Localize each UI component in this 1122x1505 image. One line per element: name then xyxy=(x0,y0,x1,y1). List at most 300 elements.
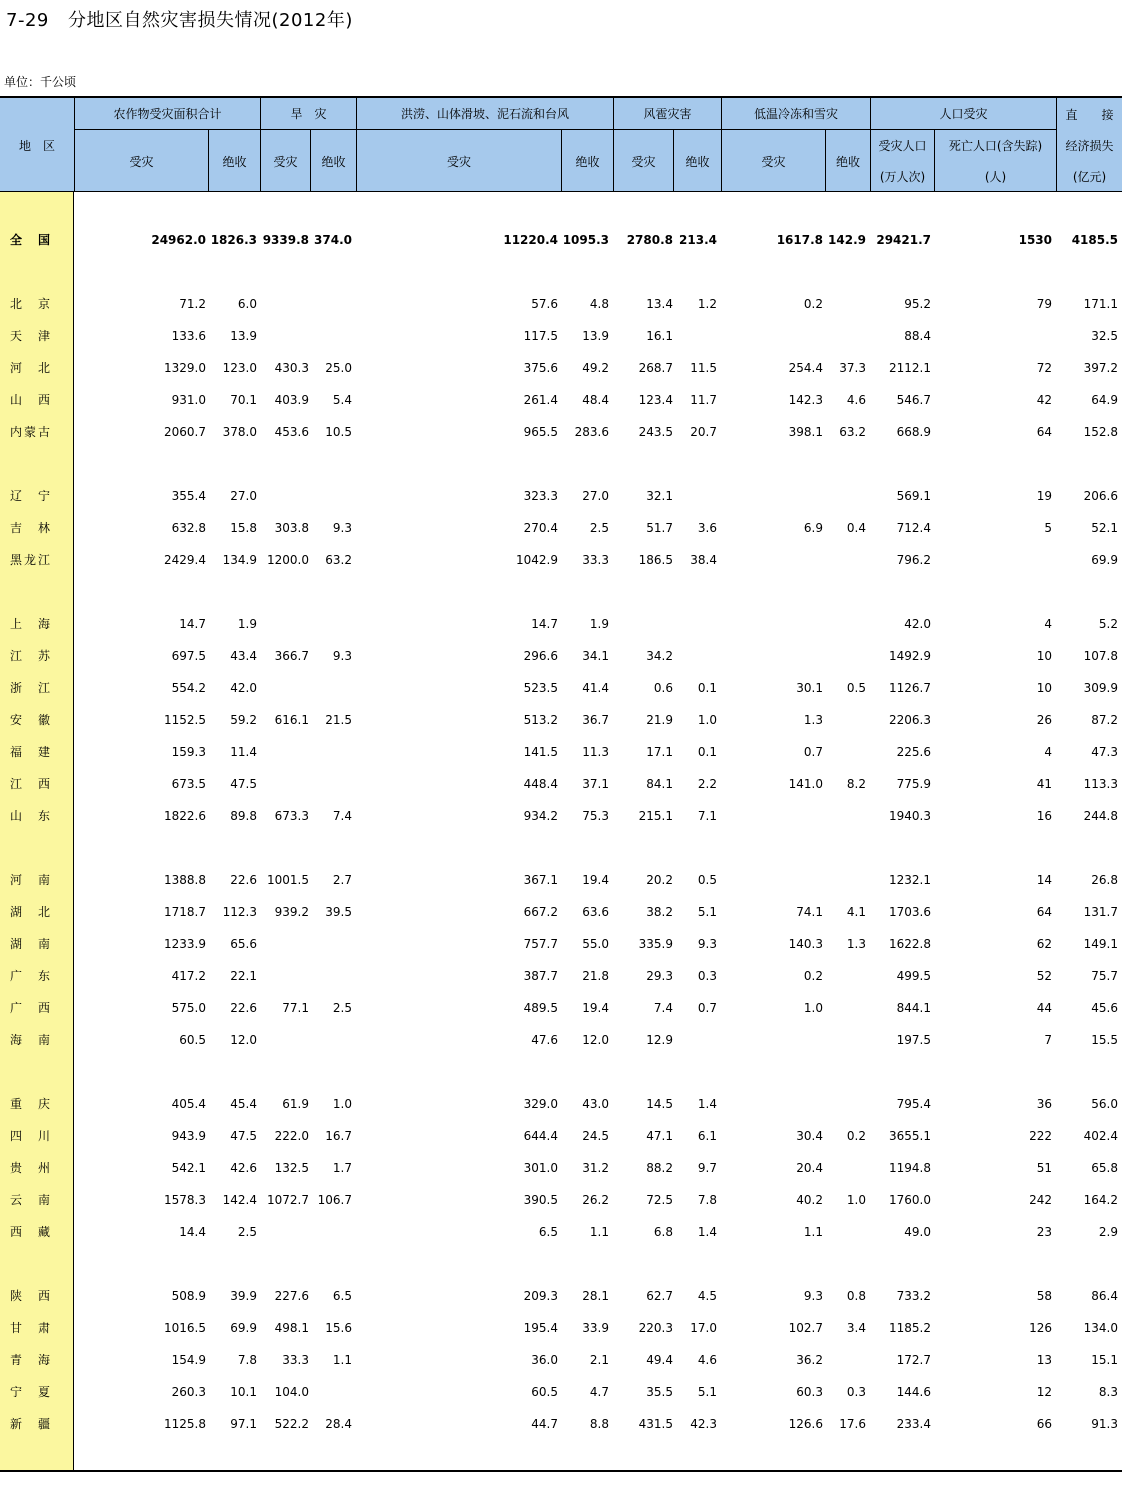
table-row xyxy=(0,614,1122,634)
table-cell: 206.6 xyxy=(1083,489,1118,503)
table-cell: 1.1 xyxy=(589,1225,609,1239)
table-cell: 36 xyxy=(1036,1097,1052,1111)
table-cell: 6.5 xyxy=(538,1225,558,1239)
table-cell: 225.6 xyxy=(896,745,931,759)
region-name: 新疆 xyxy=(10,1417,50,1431)
table-cell: 387.7 xyxy=(523,969,558,983)
table-cell: 0.3 xyxy=(697,969,717,983)
table-cell: 1.9 xyxy=(237,617,257,631)
table-row xyxy=(0,966,1122,986)
table-cell: 45.4 xyxy=(230,1097,257,1111)
table-cell: 667.2 xyxy=(523,905,558,919)
region-name: 山东 xyxy=(10,809,50,823)
table-cell: 15.6 xyxy=(325,1321,352,1335)
table-cell: 1194.8 xyxy=(889,1161,931,1175)
region-name: 浙江 xyxy=(10,681,50,695)
table-cell: 453.6 xyxy=(274,425,309,439)
table-cell: 390.5 xyxy=(523,1193,558,1207)
table-cell: 63.2 xyxy=(325,553,352,567)
table-title: 分地区自然灾害损失情况(2012年) xyxy=(68,10,353,31)
table-cell: 15.5 xyxy=(1091,1033,1118,1047)
table-cell: 77.1 xyxy=(282,1001,309,1015)
table-cell: 303.8 xyxy=(274,521,309,535)
table-cell: 49.0 xyxy=(904,1225,931,1239)
unit-label: 单位：千公顷 xyxy=(4,75,77,89)
table-cell: 1233.9 xyxy=(164,937,206,951)
table-cell: 86.4 xyxy=(1091,1289,1118,1303)
table-cell: 9.3 xyxy=(332,521,352,535)
table-cell: 2060.7 xyxy=(164,425,206,439)
table-cell: 366.7 xyxy=(274,649,309,663)
table-cell: 1329.0 xyxy=(164,361,206,375)
table-row xyxy=(0,326,1122,346)
table-cell: 131.7 xyxy=(1083,905,1118,919)
table-row xyxy=(0,1030,1122,1050)
table-cell: 72.5 xyxy=(646,1193,673,1207)
table-cell: 1.0 xyxy=(846,1193,866,1207)
table-cell: 19 xyxy=(1036,489,1052,503)
table-cell: 296.6 xyxy=(523,649,558,663)
table-cell: 61.9 xyxy=(282,1097,309,1111)
table-cell: 0.2 xyxy=(803,969,823,983)
table-cell: 398.1 xyxy=(788,425,823,439)
table-cell: 2.5 xyxy=(589,521,609,535)
table-cell: 56.0 xyxy=(1091,1097,1118,1111)
table-cell: 60.5 xyxy=(531,1385,558,1399)
table-cell: 11.7 xyxy=(690,393,717,407)
table-row xyxy=(0,710,1122,730)
table-cell: 107.8 xyxy=(1083,649,1118,663)
header-flood-failed: 绝收 xyxy=(561,130,613,192)
table-cell: 1.1 xyxy=(332,1353,352,1367)
table-cell: 569.1 xyxy=(896,489,931,503)
table-cell: 0.6 xyxy=(653,681,673,695)
table-cell: 554.2 xyxy=(171,681,206,695)
table-cell: 222.0 xyxy=(274,1129,309,1143)
table-cell: 209.3 xyxy=(523,1289,558,1303)
table-cell: 9.7 xyxy=(697,1161,717,1175)
table-cell: 62.7 xyxy=(646,1289,673,1303)
table-cell: 58 xyxy=(1036,1289,1052,1303)
table-cell: 14.4 xyxy=(179,1225,206,1239)
table-cell: 7.8 xyxy=(697,1193,717,1207)
table-cell: 47.1 xyxy=(646,1129,673,1143)
table-cell: 35.5 xyxy=(646,1385,673,1399)
table-cell: 2.1 xyxy=(589,1353,609,1367)
table-cell: 402.4 xyxy=(1083,1129,1118,1143)
table-cell: 244.8 xyxy=(1083,809,1118,823)
table-cell: 79 xyxy=(1036,297,1052,311)
page-title xyxy=(6,6,353,32)
table-cell: 7.4 xyxy=(332,809,352,823)
header-direct-loss: 直 接 xyxy=(1056,98,1122,130)
header-deaths: 死亡人口(含失踪) xyxy=(934,130,1056,161)
table-row xyxy=(0,550,1122,570)
table-cell: 42.3 xyxy=(690,1417,717,1431)
table-cell: 575.0 xyxy=(171,1001,206,1015)
table-cell: 2.9 xyxy=(1098,1225,1118,1239)
region-name: 贵州 xyxy=(10,1161,50,1175)
table-row xyxy=(0,358,1122,378)
table-cell: 40.2 xyxy=(796,1193,823,1207)
table-cell: 12.0 xyxy=(230,1033,257,1047)
table-cell: 72 xyxy=(1036,361,1052,375)
table-cell: 335.9 xyxy=(638,937,673,951)
table-cell: 1.4 xyxy=(697,1097,717,1111)
table-cell: 52 xyxy=(1036,969,1052,983)
table-cell: 13.4 xyxy=(646,297,673,311)
table-cell: 1940.3 xyxy=(889,809,931,823)
table-cell: 757.7 xyxy=(523,937,558,951)
table-cell: 1125.8 xyxy=(164,1417,206,1431)
table-row xyxy=(0,1286,1122,1306)
table-cell: 261.4 xyxy=(523,393,558,407)
table-cell: 24962.0 xyxy=(151,233,206,247)
region-name: 四川 xyxy=(10,1129,50,1143)
table-cell: 69.9 xyxy=(230,1321,257,1335)
table-cell: 26.2 xyxy=(582,1193,609,1207)
table-cell: 17.6 xyxy=(839,1417,866,1431)
header-flood-affected: 受灾 xyxy=(356,130,561,192)
table-cell: 1001.5 xyxy=(267,873,309,887)
table-cell: 15.1 xyxy=(1091,1353,1118,1367)
table-cell: 220.3 xyxy=(638,1321,673,1335)
region-name: 宁夏 xyxy=(10,1385,50,1399)
table-cell: 1.0 xyxy=(332,1097,352,1111)
table-cell: 39.5 xyxy=(325,905,352,919)
table-cell: 1042.9 xyxy=(516,553,558,567)
table-cell: 965.5 xyxy=(523,425,558,439)
table-cell: 87.2 xyxy=(1091,713,1118,727)
table-cell: 47.3 xyxy=(1091,745,1118,759)
table-cell: 323.3 xyxy=(523,489,558,503)
region-name: 上海 xyxy=(10,617,50,631)
table-cell: 448.4 xyxy=(523,777,558,791)
table-cell: 3.4 xyxy=(846,1321,866,1335)
table-cell: 171.1 xyxy=(1083,297,1118,311)
table-cell: 70.1 xyxy=(230,393,257,407)
region-name: 广东 xyxy=(10,969,50,983)
table-cell: 417.2 xyxy=(171,969,206,983)
table-cell: 542.1 xyxy=(171,1161,206,1175)
table-cell: 4.7 xyxy=(589,1385,609,1399)
table-cell: 939.2 xyxy=(274,905,309,919)
table-cell: 13 xyxy=(1036,1353,1052,1367)
table-cell: 309.9 xyxy=(1083,681,1118,695)
table-cell: 133.6 xyxy=(171,329,206,343)
table-cell: 644.4 xyxy=(523,1129,558,1143)
region-name: 吉林 xyxy=(10,521,50,535)
table-cell: 1200.0 xyxy=(267,553,309,567)
table-cell: 29.3 xyxy=(646,969,673,983)
table-cell: 141.5 xyxy=(523,745,558,759)
table-cell: 126 xyxy=(1029,1321,1052,1335)
table-cell: 60.5 xyxy=(179,1033,206,1047)
table-cell: 28.4 xyxy=(325,1417,352,1431)
table-cell: 712.4 xyxy=(896,521,931,535)
table-cell: 4185.5 xyxy=(1071,233,1118,247)
table-cell: 1703.6 xyxy=(889,905,931,919)
table-cell: 22.6 xyxy=(230,873,257,887)
table-cell: 3.6 xyxy=(697,521,717,535)
table-row xyxy=(0,294,1122,314)
table-cell: 431.5 xyxy=(638,1417,673,1431)
table-row xyxy=(0,1350,1122,1370)
table-number: 7-29 xyxy=(6,10,49,31)
table-cell: 2.2 xyxy=(697,777,717,791)
region-name: 甘肃 xyxy=(10,1321,50,1335)
table-cell: 9.3 xyxy=(332,649,352,663)
table-row xyxy=(0,1126,1122,1146)
table-cell: 1530 xyxy=(1018,233,1052,247)
table-cell: 733.2 xyxy=(896,1289,931,1303)
table-cell: 1760.0 xyxy=(889,1193,931,1207)
table-cell: 57.6 xyxy=(531,297,558,311)
table-cell: 186.5 xyxy=(638,553,673,567)
table-cell: 26 xyxy=(1036,713,1052,727)
table-cell: 59.2 xyxy=(230,713,257,727)
table-cell: 84.1 xyxy=(646,777,673,791)
header-drought: 旱 灾 xyxy=(260,98,356,130)
table-cell: 42 xyxy=(1036,393,1052,407)
table-cell: 95.2 xyxy=(904,297,931,311)
table-cell: 38.2 xyxy=(646,905,673,919)
table-cell: 102.7 xyxy=(788,1321,823,1335)
table-cell: 30.1 xyxy=(796,681,823,695)
header-hail-affected: 受灾 xyxy=(613,130,673,192)
table-cell: 329.0 xyxy=(523,1097,558,1111)
table-cell: 0.1 xyxy=(697,745,717,759)
region-name: 黑龙江 xyxy=(10,553,50,567)
header-loss: 经济损失 xyxy=(1056,130,1122,161)
table-cell: 134.9 xyxy=(222,553,257,567)
table-cell: 42.0 xyxy=(904,617,931,631)
table-cell: 0.7 xyxy=(697,1001,717,1015)
table-cell: 6.9 xyxy=(803,521,823,535)
table-cell: 9.3 xyxy=(697,937,717,951)
region-name: 江苏 xyxy=(10,649,50,663)
table-cell: 112.3 xyxy=(222,905,257,919)
table-cell: 8.8 xyxy=(589,1417,609,1431)
table-cell: 21.9 xyxy=(646,713,673,727)
table-cell: 499.5 xyxy=(896,969,931,983)
table-cell: 0.2 xyxy=(846,1129,866,1143)
table-bottom-rule xyxy=(0,1470,1122,1472)
region-name: 湖南 xyxy=(10,937,50,951)
table-cell: 5.2 xyxy=(1098,617,1118,631)
table-cell: 0.8 xyxy=(846,1289,866,1303)
table-row xyxy=(0,998,1122,1018)
table-cell: 242 xyxy=(1029,1193,1052,1207)
table-cell: 33.3 xyxy=(582,553,609,567)
table-cell: 1095.3 xyxy=(562,233,609,247)
table-cell: 12.0 xyxy=(582,1033,609,1047)
table-cell: 1822.6 xyxy=(164,809,206,823)
table-cell: 268.7 xyxy=(638,361,673,375)
table-cell: 632.8 xyxy=(171,521,206,535)
table-cell: 375.6 xyxy=(523,361,558,375)
table-cell: 775.9 xyxy=(896,777,931,791)
table-cell: 63.6 xyxy=(582,905,609,919)
table-cell: 522.2 xyxy=(274,1417,309,1431)
table-cell: 75.7 xyxy=(1091,969,1118,983)
table-cell: 2.7 xyxy=(332,873,352,887)
table-cell: 97.1 xyxy=(230,1417,257,1431)
table-cell: 673.3 xyxy=(274,809,309,823)
table-cell: 12 xyxy=(1036,1385,1052,1399)
table-row xyxy=(0,1414,1122,1434)
table-cell: 2429.4 xyxy=(164,553,206,567)
region-name: 天津 xyxy=(10,329,50,343)
table-cell: 14.7 xyxy=(179,617,206,631)
table-cell: 134.0 xyxy=(1083,1321,1118,1335)
table-cell: 51.7 xyxy=(646,521,673,535)
table-cell: 12.9 xyxy=(646,1033,673,1047)
header-region: 地 区 xyxy=(18,138,55,153)
table-cell: 2780.8 xyxy=(626,233,673,247)
table-cell: 69.9 xyxy=(1091,553,1118,567)
table-cell: 19.4 xyxy=(582,873,609,887)
table-cell: 1492.9 xyxy=(889,649,931,663)
header-loss-unit: (亿元) xyxy=(1056,161,1122,192)
table-cell: 75.3 xyxy=(582,809,609,823)
table-cell: 74.1 xyxy=(796,905,823,919)
table-cell: 5 xyxy=(1044,521,1052,535)
table-cell: 28.1 xyxy=(582,1289,609,1303)
header-population: 人口受灾 xyxy=(870,98,1056,130)
header-flood: 洪涝、山体滑坡、泥石流和台风 xyxy=(356,98,613,130)
region-name: 辽宁 xyxy=(10,489,50,503)
table-cell: 132.5 xyxy=(274,1161,309,1175)
table-cell: 17.1 xyxy=(646,745,673,759)
table-cell: 10 xyxy=(1036,681,1052,695)
table-cell: 16.7 xyxy=(325,1129,352,1143)
table-cell: 88.2 xyxy=(646,1161,673,1175)
region-name: 江西 xyxy=(10,777,50,791)
header-deaths-unit: (人) xyxy=(934,161,1056,192)
table-cell: 24.5 xyxy=(582,1129,609,1143)
table-cell: 0.5 xyxy=(846,681,866,695)
table-cell: 1.2 xyxy=(697,297,717,311)
table-row xyxy=(0,1158,1122,1178)
table-cell: 0.7 xyxy=(803,745,823,759)
table-cell: 508.9 xyxy=(171,1289,206,1303)
table-row xyxy=(0,774,1122,794)
table-cell: 7 xyxy=(1044,1033,1052,1047)
region-column-background xyxy=(0,192,74,1471)
table-cell: 4 xyxy=(1044,617,1052,631)
table-cell: 546.7 xyxy=(896,393,931,407)
table-cell: 1016.5 xyxy=(164,1321,206,1335)
header-cold: 低温冷冻和雪灾 xyxy=(721,98,870,130)
table-cell: 14 xyxy=(1036,873,1052,887)
table-cell: 616.1 xyxy=(274,713,309,727)
table-cell: 697.5 xyxy=(171,649,206,663)
table-cell: 172.7 xyxy=(896,1353,931,1367)
table-cell: 21.5 xyxy=(325,713,352,727)
region-name: 内蒙古 xyxy=(10,425,50,439)
table-cell: 21.8 xyxy=(582,969,609,983)
table-cell: 66 xyxy=(1036,1417,1052,1431)
region-name: 广西 xyxy=(10,1001,50,1015)
table-cell: 64.9 xyxy=(1091,393,1118,407)
table-cell: 8.3 xyxy=(1098,1385,1118,1399)
table-cell: 1.4 xyxy=(697,1225,717,1239)
table-cell: 106.7 xyxy=(317,1193,352,1207)
table-cell: 42.6 xyxy=(230,1161,257,1175)
table-row xyxy=(0,646,1122,666)
table-cell: 6.1 xyxy=(697,1129,717,1143)
table-cell: 1.1 xyxy=(803,1225,823,1239)
table-cell: 104.0 xyxy=(274,1385,309,1399)
table-cell: 43.4 xyxy=(230,649,257,663)
table-cell: 14.5 xyxy=(646,1097,673,1111)
table-cell: 243.5 xyxy=(638,425,673,439)
table-cell: 64 xyxy=(1036,905,1052,919)
header-cold-affected: 受灾 xyxy=(721,130,825,192)
table-row xyxy=(0,1094,1122,1114)
table-row xyxy=(0,902,1122,922)
table-cell: 164.2 xyxy=(1083,1193,1118,1207)
table-cell: 140.3 xyxy=(788,937,823,951)
table-cell: 4 xyxy=(1044,745,1052,759)
table-cell: 397.2 xyxy=(1083,361,1118,375)
table-cell: 2112.1 xyxy=(889,361,931,375)
table-cell: 48.4 xyxy=(582,393,609,407)
header-crop-failed: 绝收 xyxy=(208,130,260,192)
table-cell: 3655.1 xyxy=(889,1129,931,1143)
table-cell: 498.1 xyxy=(274,1321,309,1335)
table-row xyxy=(0,1382,1122,1402)
table-cell: 4.8 xyxy=(589,297,609,311)
region-name: 陕西 xyxy=(10,1289,50,1303)
table-row xyxy=(0,390,1122,410)
table-cell: 32.5 xyxy=(1091,329,1118,343)
table-cell: 7.8 xyxy=(237,1353,257,1367)
table-cell: 22.6 xyxy=(230,1001,257,1015)
table-cell: 1578.3 xyxy=(164,1193,206,1207)
region-name: 西藏 xyxy=(10,1225,50,1239)
table-cell: 34.1 xyxy=(582,649,609,663)
region-name: 北京 xyxy=(10,297,50,311)
table-cell: 1232.1 xyxy=(889,873,931,887)
table-cell: 1072.7 xyxy=(267,1193,309,1207)
table-row xyxy=(0,1222,1122,1242)
table-cell: 227.6 xyxy=(274,1289,309,1303)
table-cell: 44 xyxy=(1036,1001,1052,1015)
table-cell: 1185.2 xyxy=(889,1321,931,1335)
table-cell: 4.5 xyxy=(697,1289,717,1303)
table-cell: 2.5 xyxy=(237,1225,257,1239)
table-cell: 65.8 xyxy=(1091,1161,1118,1175)
table-cell: 142.3 xyxy=(788,393,823,407)
table-cell: 4.1 xyxy=(846,905,866,919)
table-cell: 6.8 xyxy=(653,1225,673,1239)
table-cell: 49.4 xyxy=(646,1353,673,1367)
table-cell: 4.6 xyxy=(846,393,866,407)
table-cell: 39.9 xyxy=(230,1289,257,1303)
table-cell: 65.6 xyxy=(230,937,257,951)
table-row xyxy=(0,678,1122,698)
header-cold-failed: 绝收 xyxy=(825,130,870,192)
table-cell: 13.9 xyxy=(582,329,609,343)
table-cell: 378.0 xyxy=(222,425,257,439)
table-cell: 5.1 xyxy=(697,905,717,919)
table-row xyxy=(0,870,1122,890)
table-cell: 41.4 xyxy=(582,681,609,695)
table-cell: 1718.7 xyxy=(164,905,206,919)
table-cell: 14.7 xyxy=(531,617,558,631)
